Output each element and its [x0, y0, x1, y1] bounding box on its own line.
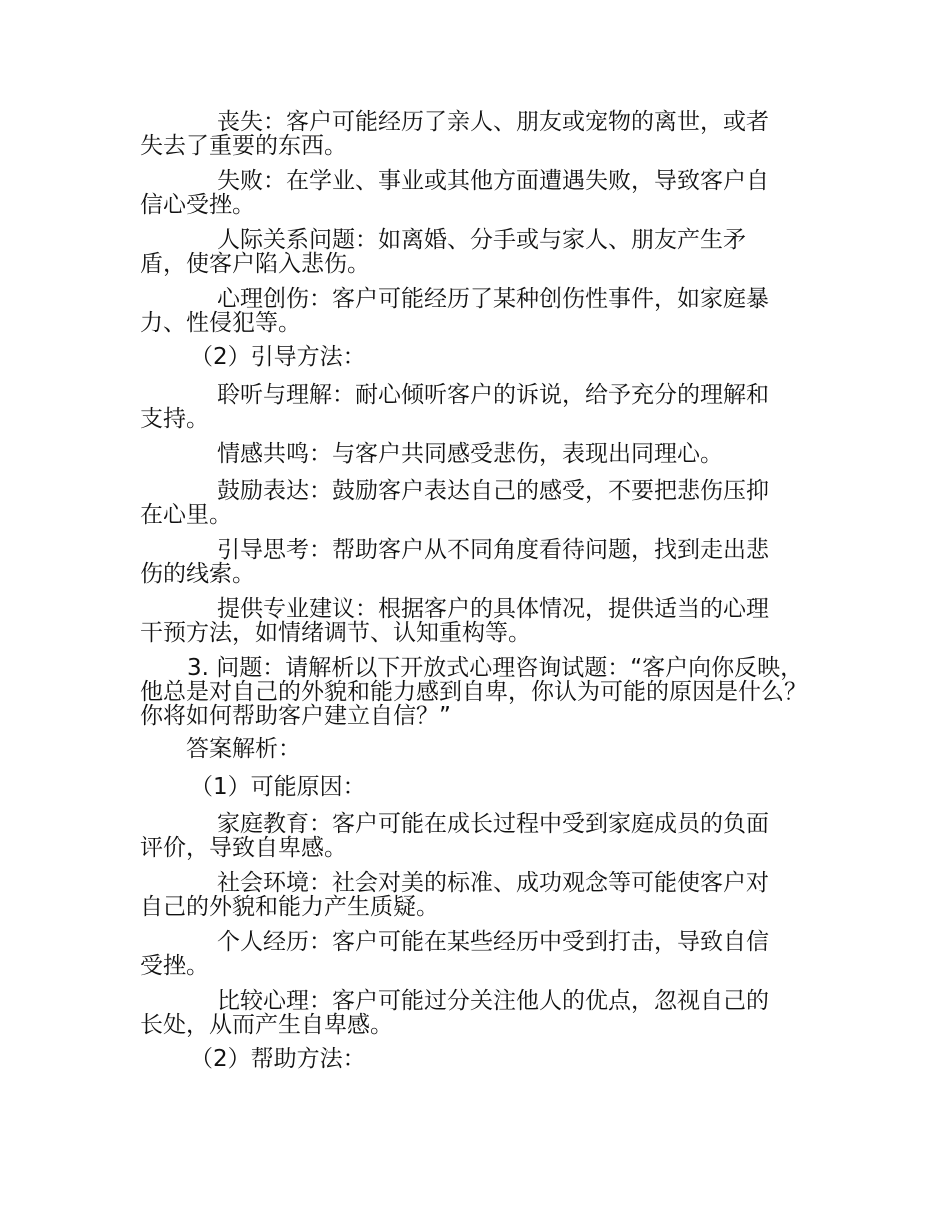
cause-social-environment: 社会环境：社会对美的标准、成功观念等可能使客户对自己的外貌和能力产生质疑。 [140, 870, 769, 920]
help-methods-heading: （2）帮助方法： [190, 1046, 366, 1072]
answer-analysis-heading: 答案解析： [186, 736, 301, 762]
cause-relationship: 人际关系问题：如离婚、分手或与家人、朋友产生矛盾，使客户陷入悲伤。 [140, 227, 746, 277]
method-professional-advice: 提供专业建议：根据客户的具体情况，提供适当的心理干预方法，如情绪调节、认知重构等。 [140, 596, 769, 646]
cause-loss: 丧失：客户可能经历了亲人、朋友或宠物的离世，或者失去了重要的东西。 [140, 109, 769, 159]
cause-personal-experience: 个人经历：客户可能在某些经历中受到打击，导致自信受挫。 [140, 929, 769, 979]
method-reflection: 引导思考：帮助客户从不同角度看待问题，找到走出悲伤的线索。 [140, 537, 769, 587]
method-expression: 鼓励表达：鼓励客户表达自己的感受，不要把悲伤压抑在心里。 [140, 478, 769, 528]
cause-trauma: 心理创伤：客户可能经历了某种创伤性事件，如家庭暴力、性侵犯等。 [140, 286, 769, 336]
guidance-methods-heading: （2）引导方法： [190, 344, 366, 370]
method-listening: 聆听与理解：耐心倾听客户的诉说，给予充分的理解和支持。 [140, 382, 769, 432]
possible-causes-heading: （1）可能原因： [190, 774, 366, 800]
cause-comparison: 比较心理：客户可能过分关注他人的优点，忽视自己的长处，从而产生自卑感。 [140, 988, 769, 1038]
cause-family-education: 家庭教育：客户可能在成长过程中受到家庭成员的负面评价，导致自卑感。 [140, 811, 769, 861]
method-empathy: 情感共鸣：与客户共同感受悲伤，表现出同理心。 [217, 441, 723, 467]
cause-failure: 失败：在学业、事业或其他方面遭遇失败，导致客户自信心受挫。 [140, 168, 769, 218]
question-3: 3. 问题：请解析以下开放式心理咨询试题：“客户向你反映，他总是对自己的外貌和能力感到自卑，你认为可能的原因是什么？你将如何帮助客户建立自信？” [140, 655, 807, 729]
